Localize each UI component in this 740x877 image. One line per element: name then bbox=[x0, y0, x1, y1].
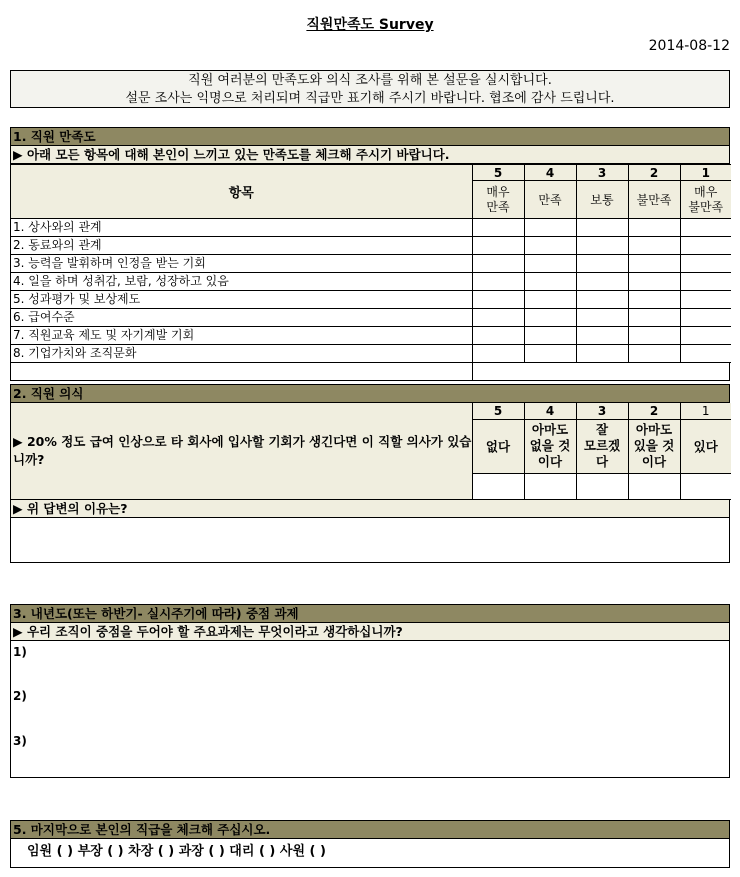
check-cell[interactable] bbox=[524, 473, 576, 499]
score-2: 2 bbox=[628, 403, 680, 419]
survey-title: 직원만족도 Survey bbox=[306, 17, 434, 33]
check-cell[interactable] bbox=[628, 255, 680, 273]
scale-very-dissatisfied: 매우 불만족 bbox=[680, 181, 731, 219]
check-cell[interactable] bbox=[628, 345, 680, 363]
score-4: 4 bbox=[524, 403, 576, 419]
check-cell[interactable] bbox=[472, 327, 524, 345]
check-cell[interactable] bbox=[628, 309, 680, 327]
section3-header: 3. 내년도(또는 하반기- 실시주기에 따라) 중점 과제 bbox=[11, 605, 729, 623]
table-row bbox=[11, 219, 731, 237]
item-label: 1. 상사와의 관계 bbox=[11, 219, 472, 237]
check-cell[interactable] bbox=[680, 291, 731, 309]
section2-header: 2. 직원 의식 bbox=[11, 385, 729, 403]
score-3: 3 bbox=[576, 403, 628, 419]
score-5: 5 bbox=[472, 165, 524, 181]
check-cell[interactable] bbox=[680, 273, 731, 291]
check-cell[interactable] bbox=[576, 345, 628, 363]
reason-answer-area[interactable] bbox=[11, 518, 729, 562]
check-cell[interactable] bbox=[472, 273, 524, 291]
check-cell[interactable] bbox=[680, 327, 731, 345]
option-yes: 있다 bbox=[680, 419, 731, 473]
scale-neutral: 보통 bbox=[576, 181, 628, 219]
check-cell[interactable] bbox=[524, 255, 576, 273]
retention-question: ▶ 20% 정도 급여 인상으로 타 회사에 입사할 기회가 생긴다면 이 직할 의사가 있습니까? bbox=[11, 403, 472, 499]
item-column-header: 항목 bbox=[11, 165, 472, 219]
check-cell[interactable] bbox=[472, 473, 524, 499]
item-label: 8. 기업가치와 조직문화 bbox=[11, 345, 472, 363]
section5-header: 5. 마지막으로 본인의 직급을 체크해 주십시오. bbox=[11, 821, 729, 839]
check-cell[interactable] bbox=[524, 237, 576, 255]
check-cell[interactable] bbox=[628, 473, 680, 499]
check-cell[interactable] bbox=[576, 273, 628, 291]
check-cell[interactable] bbox=[472, 291, 524, 309]
check-cell[interactable] bbox=[680, 219, 731, 237]
check-cell[interactable] bbox=[628, 219, 680, 237]
empty-row-cell bbox=[472, 363, 731, 381]
check-cell[interactable] bbox=[680, 473, 731, 499]
scale-very-satisfied: 매우 만족 bbox=[472, 181, 524, 219]
table-row bbox=[11, 237, 731, 255]
check-cell[interactable] bbox=[576, 237, 628, 255]
item-label: 7. 직원교육 제도 및 자기계발 기회 bbox=[11, 327, 472, 345]
consciousness-table bbox=[11, 403, 731, 500]
section-priorities bbox=[10, 604, 730, 778]
section1-instruction: ▶ 아래 모든 항목에 대해 본인이 느끼고 있는 만족도를 체크해 주시기 바랍니다. bbox=[11, 146, 729, 164]
table-row bbox=[11, 327, 731, 345]
section3-question: ▶ 우리 조직이 중점을 두어야 할 주요과제는 무엇이라고 생각하십니까? bbox=[11, 623, 729, 641]
item-label: 2. 동료와의 관계 bbox=[11, 237, 472, 255]
check-cell[interactable] bbox=[576, 291, 628, 309]
empty-row bbox=[11, 363, 472, 381]
option-probably-yes: 아마도 있을 것 이다 bbox=[628, 419, 680, 473]
check-cell[interactable] bbox=[628, 291, 680, 309]
table-row bbox=[11, 345, 731, 363]
check-cell[interactable] bbox=[628, 273, 680, 291]
item-label: 5. 성과평가 및 보상제도 bbox=[11, 291, 472, 309]
section-consciousness bbox=[10, 384, 730, 563]
answer-3-label: 3) bbox=[13, 734, 27, 748]
score-5: 5 bbox=[472, 403, 524, 419]
score-1: 1 bbox=[680, 165, 731, 181]
intro-box bbox=[10, 70, 730, 108]
score-2: 2 bbox=[628, 165, 680, 181]
check-cell[interactable] bbox=[472, 219, 524, 237]
table-row bbox=[11, 291, 731, 309]
check-cell[interactable] bbox=[576, 327, 628, 345]
check-cell[interactable] bbox=[628, 327, 680, 345]
check-cell[interactable] bbox=[524, 345, 576, 363]
scale-satisfied: 만족 bbox=[524, 181, 576, 219]
option-no: 없다 bbox=[472, 419, 524, 473]
check-cell[interactable] bbox=[524, 327, 576, 345]
option-probably-no: 아마도 없을 것 이다 bbox=[524, 419, 576, 473]
check-cell[interactable] bbox=[576, 473, 628, 499]
check-cell[interactable] bbox=[472, 255, 524, 273]
check-cell[interactable] bbox=[680, 237, 731, 255]
check-cell[interactable] bbox=[472, 345, 524, 363]
check-cell[interactable] bbox=[680, 255, 731, 273]
answer-2-label: 2) bbox=[13, 689, 27, 703]
score-1: 1 bbox=[680, 403, 731, 419]
intro-line-1: 직원 여러분의 만족도와 의식 조사를 위해 본 설문을 실시합니다. bbox=[188, 73, 552, 88]
check-cell[interactable] bbox=[524, 291, 576, 309]
section-rank bbox=[10, 820, 730, 868]
check-cell[interactable] bbox=[576, 255, 628, 273]
check-cell[interactable] bbox=[524, 273, 576, 291]
check-cell[interactable] bbox=[576, 309, 628, 327]
survey-date: 2014-08-12 bbox=[648, 38, 730, 54]
check-cell[interactable] bbox=[628, 237, 680, 255]
scale-dissatisfied: 불만족 bbox=[628, 181, 680, 219]
item-label: 6. 급여수준 bbox=[11, 309, 472, 327]
check-cell[interactable] bbox=[524, 219, 576, 237]
reason-prompt: ▶ 위 답변의 이유는? bbox=[11, 500, 729, 518]
satisfaction-table bbox=[11, 164, 731, 380]
option-unsure: 잘 모르겠 다 bbox=[576, 419, 628, 473]
check-cell[interactable] bbox=[680, 345, 731, 363]
rank-options[interactable]: 임원 ( ) 부장 ( ) 차장 ( ) 과장 ( ) 대리 ( ) 사원 ( ) bbox=[27, 844, 326, 859]
priorities-answer-area[interactable] bbox=[11, 641, 729, 777]
table-row-empty bbox=[11, 363, 731, 381]
intro-line-2: 설문 조사는 익명으로 처리되며 직급만 표기해 주시기 바랍니다. 협조에 감사 드립니다. bbox=[125, 91, 615, 106]
check-cell[interactable] bbox=[524, 309, 576, 327]
section1-header: 1. 직원 만족도 bbox=[11, 128, 729, 146]
item-label: 3. 능력을 발휘하며 인정을 받는 기회 bbox=[11, 255, 472, 273]
table-row bbox=[11, 273, 731, 291]
item-label: 4. 일을 하며 성취감, 보람, 성장하고 있음 bbox=[11, 273, 472, 291]
section-satisfaction bbox=[10, 127, 730, 381]
table-row bbox=[11, 309, 731, 327]
check-cell[interactable] bbox=[680, 309, 731, 327]
check-cell[interactable] bbox=[472, 237, 524, 255]
table-row bbox=[11, 255, 731, 273]
score-3: 3 bbox=[576, 165, 628, 181]
answer-1-label: 1) bbox=[13, 645, 27, 659]
check-cell[interactable] bbox=[576, 219, 628, 237]
check-cell[interactable] bbox=[472, 309, 524, 327]
score-4: 4 bbox=[524, 165, 576, 181]
